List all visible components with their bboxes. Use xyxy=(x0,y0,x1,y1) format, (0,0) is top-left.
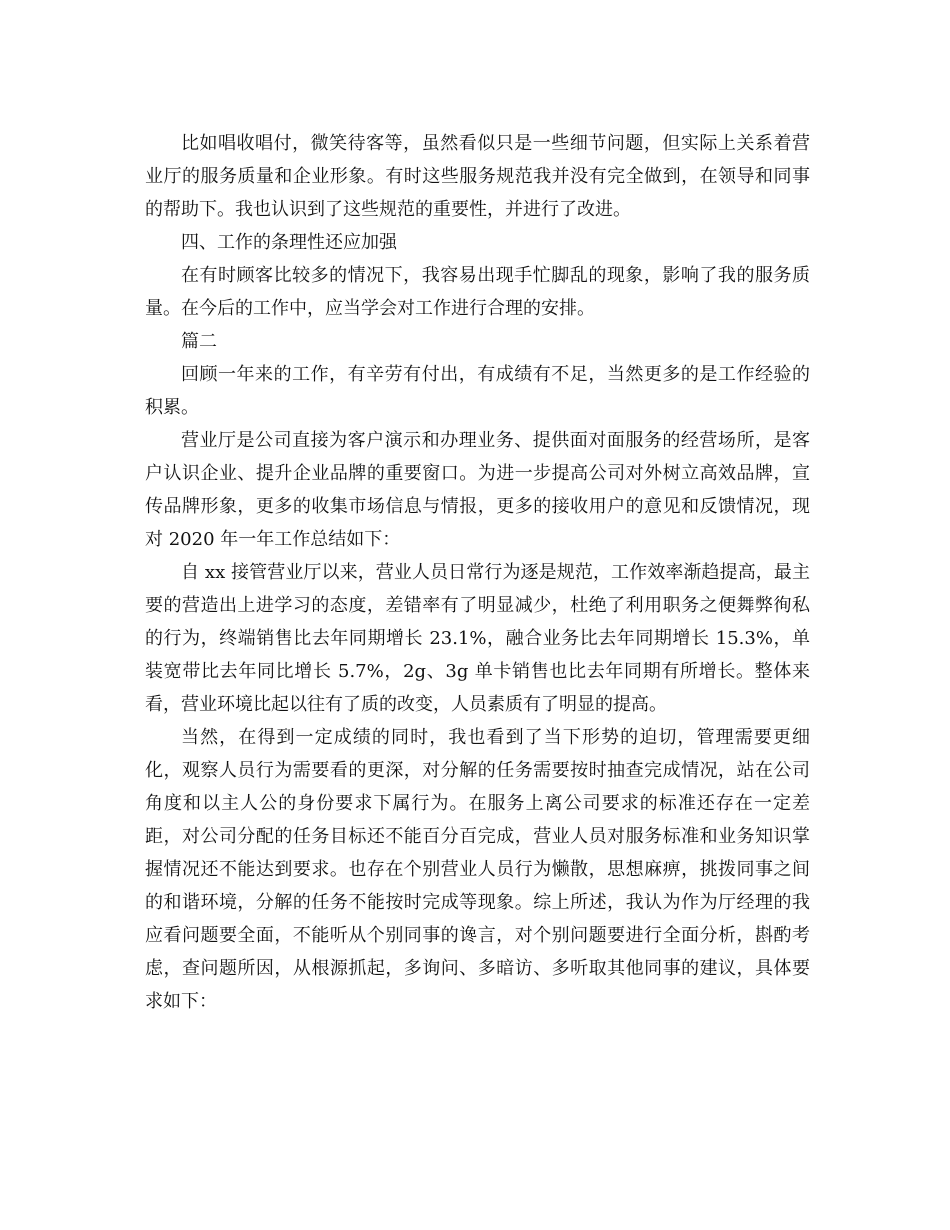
document-page xyxy=(145,127,810,1018)
paragraph-6: 当然，在得到一定成绩的同时，我也看到了当下形势的迫切，管理需要更细化，观察人员行为需要看的更深，对分解的任务需要按时抽查完成情况，站在公司角度和以主人公的身份要求下属行为。在服务上离公司要求的标准还存在一定差距，对公司分配的任务目标还不能百分百完成，营业人员对服务标准和业务知识掌握情况还不能达到要求。也存在个别营业人员行为懒散，思想麻痹，挑拨同事之间的和谐环境，分解的任务不能按时完成等现象。综上所述，我认为作为厅经理的我应看问题要全面，不能听从个别同事的谗言，对个别问题要进行全面分析，斟酌考虑，查问题所因，从根源抓起，多询问、多暗访、多听取其他同事的建议，具体要求如下： xyxy=(145,727,810,1012)
paragraph-1: 比如唱收唱付，微笑待客等，虽然看似只是一些细节问题，但实际上关系着营业厅的服务质量和企业形象。有时这些服务规范我并没有完全做到，在领导和同事的帮助下。我也认识到了这些规范的重要性，并进行了改进。 xyxy=(145,133,810,220)
paragraph-4: 营业厅是公司直接为客户演示和办理业务、提供面对面服务的经营场所，是客户认识企业、提升企业品牌的重要窗口。为进一步提高公司对外树立高效品牌，宣传品牌形象，更多的收集市场信息与情报，更多的接收用户的意见和反馈情况，现对 2020 年一年工作总结如下： xyxy=(145,430,810,550)
part-heading-2: 篇二 xyxy=(181,331,217,352)
section-heading-4: 四、工作的条理性还应加强 xyxy=(181,232,397,253)
paragraph-3: 回顾一年来的工作，有辛劳有付出，有成绩有不足，当然更多的是工作经验的积累。 xyxy=(145,364,810,418)
paragraph-2: 在有时顾客比较多的情况下，我容易出现手忙脚乱的现象，影响了我的服务质量。在今后的工作中，应当学会对工作进行合理的安排。 xyxy=(145,265,810,319)
paragraph-5: 自 xx 接管营业厅以来，营业人员日常行为逐是规范，工作效率渐趋提高，最主要的营造出上进学习的态度，差错率有了明显减少，杜绝了利用职务之便舞弊徇私的行为，终端销售比去年同期增长 23.1%，融合业务比去年同期增长 15.3%，单装宽带比去年同比增长 5.7%，2g、3g 单卡销售也比去年同期有所增长。整体来看，营业环境比起以往有了质的改变，人员素质有了明显的提高。 xyxy=(145,562,810,715)
